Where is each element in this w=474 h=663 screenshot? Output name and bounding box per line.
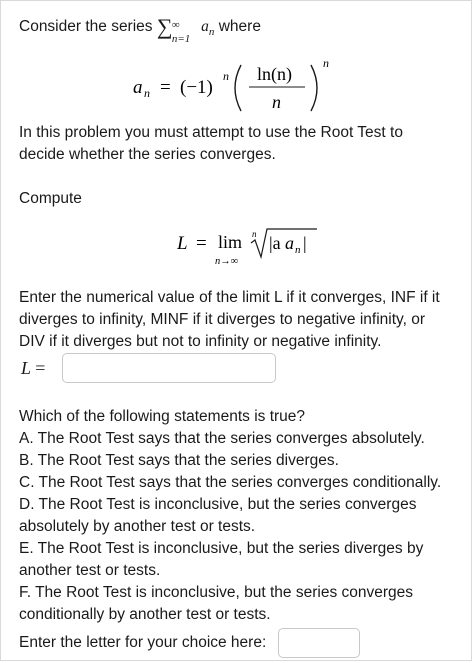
radicand-open: |a	[269, 233, 281, 253]
term-letter: a	[201, 18, 209, 35]
question: Which of the following statements is true?	[19, 408, 306, 425]
right-paren	[311, 65, 317, 111]
sum-lower: n=1	[171, 33, 191, 45]
answer-L-letter: L	[21, 358, 31, 378]
L-lhs: L	[177, 233, 188, 254]
option-f: F. The Root Test is inconclusive, but the series converges	[19, 584, 414, 601]
radicand-sub: n	[295, 244, 301, 256]
enter-value-line-3: DIV if it diverges but not to infinity or negative infinity.	[19, 333, 382, 350]
lim-sub: n→∞	[215, 256, 239, 267]
option-b: B. The Root Test says that the series diverges.	[19, 452, 339, 469]
an-lhs-sub: n	[144, 86, 150, 100]
intro-prefix: Consider the series	[19, 18, 153, 35]
sum-upper: ∞	[171, 19, 180, 31]
series-term	[201, 18, 215, 39]
L-equals: =	[196, 233, 207, 254]
an-formula	[133, 53, 343, 117]
instruction-line-2: decide whether the series converges.	[19, 146, 276, 163]
option-d-cont: absolutely by another test or tests.	[19, 518, 256, 535]
an-numerator: ln(n)	[257, 64, 292, 84]
sum-symbol	[156, 14, 197, 45]
answer-L-label	[21, 357, 45, 379]
lim-word: lim	[218, 232, 243, 252]
an-equals: =	[160, 77, 171, 98]
option-e: E. The Root Test is inconclusive, but the series diverges by	[19, 540, 424, 557]
answer-L-equals: =	[35, 358, 46, 378]
an-base-exp: n	[223, 69, 229, 83]
option-f-cont: conditionally by another test or tests.	[19, 606, 271, 623]
option-d: D. The Root Test is inconclusive, but the series converges	[19, 496, 417, 513]
choice-letter-input[interactable]	[278, 628, 360, 658]
limit-answer-input[interactable]	[62, 353, 276, 383]
root-index: n	[252, 229, 257, 239]
option-e-cont: another test or tests.	[19, 562, 161, 579]
sigma: ∑	[156, 14, 173, 39]
option-c: C. The Root Test says that the series converges conditionally.	[19, 474, 442, 491]
intro-line	[19, 16, 261, 43]
intro-where: where	[218, 18, 261, 35]
an-outer-exp: n	[323, 56, 329, 70]
enter-value-line-2: diverges to infinity, MINF if it diverges to negative infinity, or	[19, 311, 426, 328]
radicand-close: |	[303, 233, 307, 253]
choice-prompt: Enter the letter for your choice here:	[19, 634, 267, 651]
limit-formula	[177, 223, 327, 271]
radicand-a: a	[285, 233, 294, 253]
enter-value-line-1: Enter the numerical value of the limit L if it converges, INF if it	[19, 289, 440, 306]
an-denominator: n	[272, 92, 281, 112]
left-paren	[235, 65, 241, 111]
instruction-line-1: In this problem you must attempt to use the Root Test to	[19, 124, 403, 141]
an-base: (−1)	[180, 77, 213, 98]
option-a: A. The Root Test says that the series converges absolutely.	[19, 430, 425, 447]
an-lhs: a	[133, 77, 143, 98]
term-sub: n	[208, 26, 215, 39]
radical-sign	[251, 229, 317, 257]
compute-label: Compute	[19, 190, 82, 207]
